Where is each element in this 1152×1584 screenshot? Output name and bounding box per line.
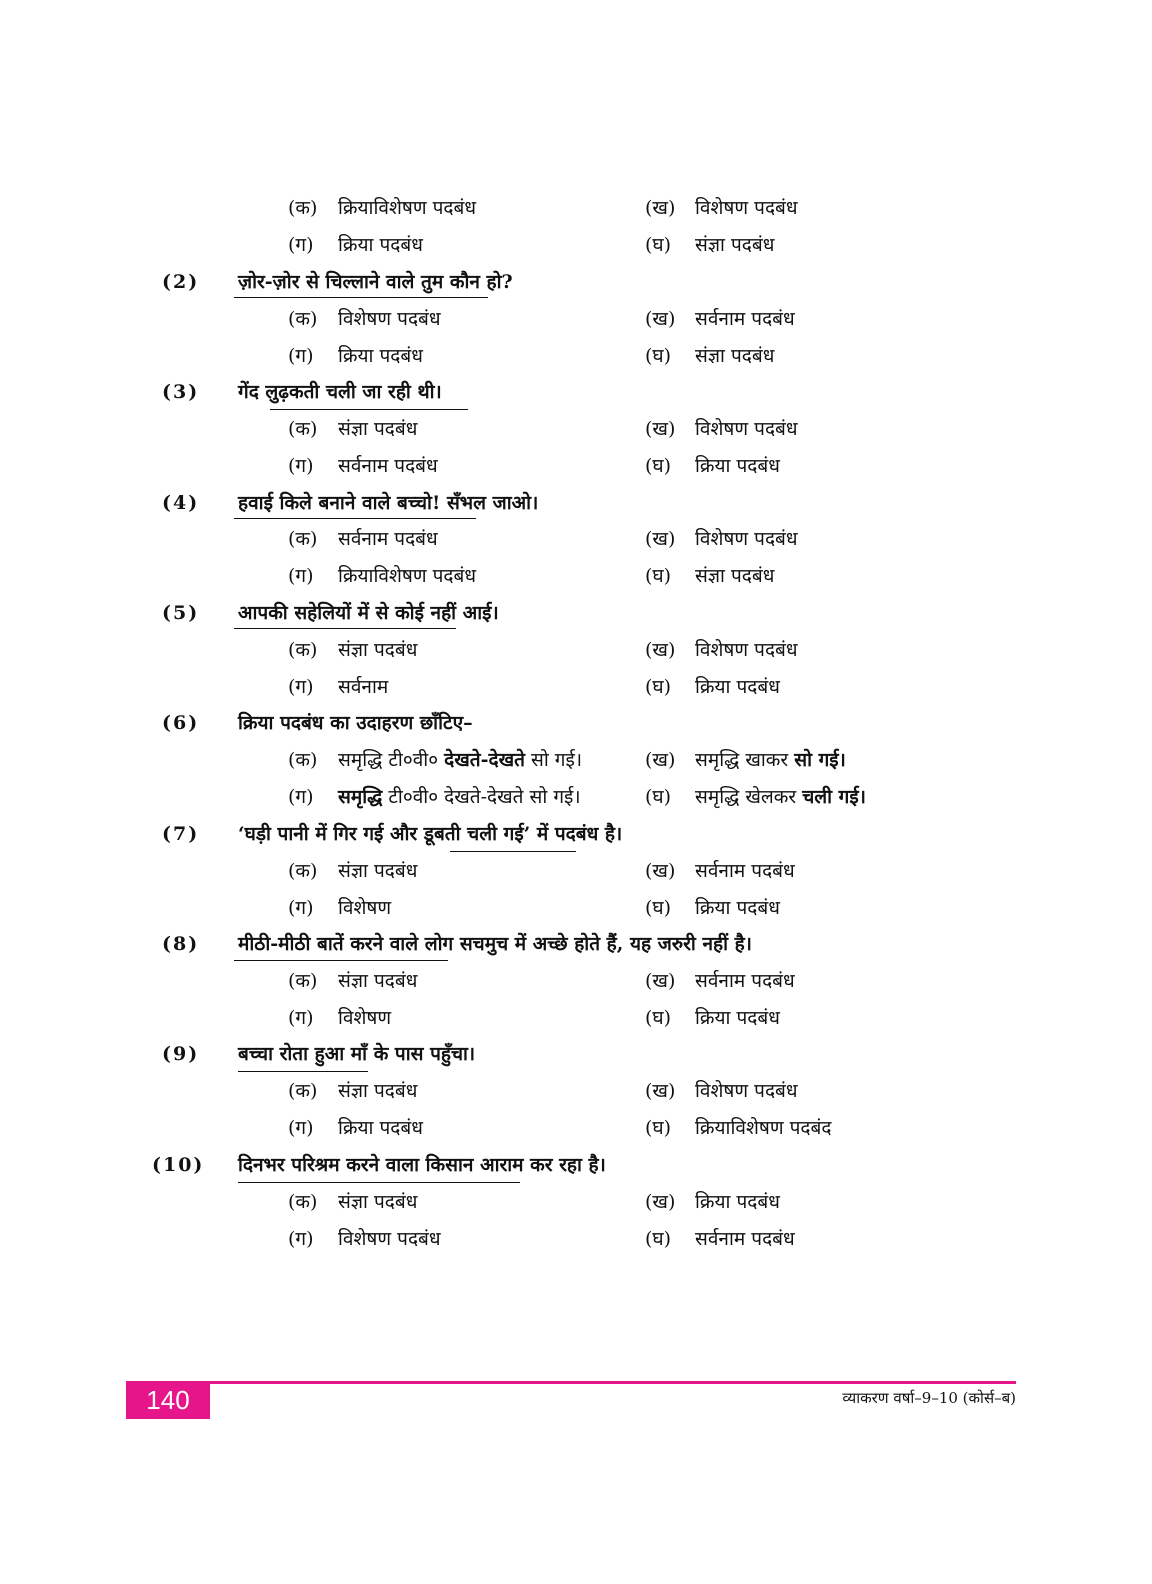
option-text: विशेषण पदबंध <box>695 418 798 440</box>
option-text: संज्ञा पदबंध <box>338 860 418 882</box>
q5-option-a <box>288 632 417 668</box>
option-text: विशेषण <box>338 897 392 919</box>
option-text: क्रिया पदबंध <box>338 234 423 256</box>
q2-option-d <box>645 338 774 374</box>
option-label: (ग) <box>288 786 314 808</box>
option-text: विशेषण पदबंध <box>695 197 798 219</box>
question-text: ज़ोर-ज़ोर से चिल्लाने वाले तुम कौन हो? <box>238 271 513 293</box>
underline <box>234 960 448 961</box>
option-text: संज्ञा पदबंध <box>695 345 775 367</box>
q7-option-c <box>288 890 391 926</box>
option-label: (ख) <box>645 528 676 550</box>
option-label: (ख) <box>645 1080 676 1102</box>
q9-option-c <box>288 1110 423 1146</box>
option-label: (ख) <box>645 639 676 661</box>
q7-option-d <box>645 890 780 926</box>
q4-option-c <box>288 558 476 594</box>
question-text: दिनभर परिश्रम करने वाला किसान आराम कर रहा है। <box>238 1154 606 1176</box>
q9-option-d <box>645 1110 831 1146</box>
question-number: (8) <box>162 933 200 955</box>
option-text: सर्वनाम पदबंध <box>338 455 438 477</box>
option-label: (क) <box>288 639 318 661</box>
option-label: (क) <box>288 1191 318 1213</box>
option-bold-text: देखते-देखते <box>444 749 525 771</box>
q8-option-c <box>288 1000 391 1036</box>
option-label: (ख) <box>645 970 676 992</box>
option-text: क्रिया पदबंध <box>695 676 780 698</box>
q9-option-a <box>288 1073 417 1109</box>
option-label: (ग) <box>288 676 314 698</box>
option-label: (ख) <box>645 860 676 882</box>
option-text: विशेषण पदबंध <box>695 639 798 661</box>
q3-option-c <box>288 448 438 484</box>
question-text: क्रिया पदबंध का उदाहरण छाँटिए– <box>238 712 473 734</box>
option-label: (ग) <box>288 897 314 919</box>
option-label: (क) <box>288 197 318 219</box>
question-text: बच्चा रोता हुआ माँ के पास पहुँचा। <box>238 1043 476 1065</box>
q1-option-c <box>288 227 423 263</box>
option-text: विशेषण पदबंध <box>695 528 798 550</box>
option-label: (ग) <box>288 345 314 367</box>
option-label: (क) <box>288 308 318 330</box>
option-label: (घ) <box>645 1007 672 1029</box>
option-text: क्रिया पदबंध <box>338 1117 423 1139</box>
option-text: क्रिया पदबंध <box>695 897 780 919</box>
option-label: (घ) <box>645 676 672 698</box>
option-text: संज्ञा पदबंध <box>695 565 775 587</box>
question-number: (7) <box>162 823 200 845</box>
q3-option-b <box>645 411 798 447</box>
question-text: ‘घड़ी पानी में गिर गई और डूबती चली गई’ में पदबंध है। <box>238 823 623 845</box>
option-label: (ख) <box>645 197 676 219</box>
option-text: टी०वी० देखते-देखते सो गई। <box>382 786 581 808</box>
q1-option-d <box>645 227 774 263</box>
q5-option-c <box>288 669 388 705</box>
question-text: गेंद लुढ़कती चली जा रही थी। <box>238 381 442 403</box>
question-number: (6) <box>162 712 200 734</box>
option-label: (क) <box>288 1080 318 1102</box>
question-number: (3) <box>162 381 200 403</box>
book-title: व्याकरण वर्षा–9–10 (कोर्स–ब) <box>842 1389 1016 1407</box>
option-label: (ग) <box>288 565 314 587</box>
option-text: सो गई। <box>524 749 583 771</box>
option-text: सर्वनाम <box>338 676 389 698</box>
q8-option-a <box>288 963 417 999</box>
option-label: (ख) <box>645 749 676 771</box>
option-label: (ख) <box>645 418 676 440</box>
option-label: (ग) <box>288 234 314 256</box>
option-label: (ग) <box>288 1007 314 1029</box>
option-label: (क) <box>288 418 318 440</box>
option-label: (घ) <box>645 1117 672 1139</box>
q7-option-b <box>645 853 795 889</box>
option-text: सर्वनाम पदबंध <box>695 1228 795 1250</box>
question-text: हवाई किले बनाने वाले बच्चो! सँभल जाओ। <box>238 492 539 514</box>
option-text: सर्वनाम पदबंध <box>695 860 795 882</box>
option-bold-text: चली गई। <box>802 786 866 808</box>
q1-option-b <box>645 190 798 226</box>
q5-option-d <box>645 669 780 705</box>
option-text: क्रियाविशेषण पदबंद <box>695 1117 832 1139</box>
underline <box>238 1071 368 1072</box>
option-text: संज्ञा पदबंध <box>695 234 775 256</box>
underline <box>238 1182 520 1183</box>
question-number: (10) <box>152 1154 205 1176</box>
option-text: सर्वनाम पदबंध <box>338 528 438 550</box>
option-label: (घ) <box>645 455 672 477</box>
option-text: संज्ञा पदबंध <box>338 970 418 992</box>
option-bold-text: समृद्धि <box>338 786 383 808</box>
page-number: 140 <box>126 1381 210 1419</box>
q5-option-b <box>645 632 798 668</box>
question-text: मीठी-मीठी बातें करने वाले लोग सचमुच में अच्छे होते हैं, यह जरुरी नहीं है। <box>238 933 752 955</box>
option-text: क्रिया पदबंध <box>338 345 423 367</box>
option-text: क्रिया पदबंध <box>695 1007 780 1029</box>
option-text: क्रियाविशेषण पदबंध <box>338 565 477 587</box>
q10-option-a <box>288 1184 417 1220</box>
option-text: विशेषण पदबंध <box>338 308 441 330</box>
q6-option-a <box>288 742 582 778</box>
q6-option-d <box>645 779 866 815</box>
option-text: समृद्धि खाकर <box>695 749 795 771</box>
option-text: क्रिया पदबंध <box>695 455 780 477</box>
q10-option-b <box>645 1184 780 1220</box>
q10-option-c <box>288 1221 441 1257</box>
option-label: (क) <box>288 528 318 550</box>
q2-option-c <box>288 338 423 374</box>
option-text: समृद्धि खेलकर <box>695 786 803 808</box>
q2-option-a <box>288 301 441 337</box>
question-text: आपकी सहेलियों में से कोई नहीं आई। <box>238 602 499 624</box>
underline <box>450 851 576 852</box>
option-label: (ख) <box>645 308 676 330</box>
option-text: संज्ञा पदबंध <box>338 639 418 661</box>
option-label: (घ) <box>645 234 672 256</box>
q4-option-b <box>645 521 798 557</box>
q8-option-d <box>645 1000 780 1036</box>
q10-option-d <box>645 1221 795 1257</box>
q4-option-d <box>645 558 774 594</box>
q3-option-a <box>288 411 417 447</box>
option-label: (ग) <box>288 1117 314 1139</box>
option-label: (क) <box>288 749 318 771</box>
q6-option-c <box>288 779 581 815</box>
option-label: (ग) <box>288 1228 314 1250</box>
option-label: (क) <box>288 860 318 882</box>
option-text: क्रिया पदबंध <box>695 1191 780 1213</box>
option-label: (घ) <box>645 1228 672 1250</box>
q4-option-a <box>288 521 438 557</box>
q7-option-a <box>288 853 417 889</box>
question-number: (2) <box>162 271 200 293</box>
option-bold-text: सो गई। <box>794 749 846 771</box>
option-text: सर्वनाम पदबंध <box>695 970 795 992</box>
option-text: विशेषण पदबंध <box>338 1228 441 1250</box>
q8-option-b <box>645 963 795 999</box>
q9-option-b <box>645 1073 798 1109</box>
option-text: समृद्धि टी०वी० <box>338 749 445 771</box>
option-label: (ख) <box>645 1191 676 1213</box>
option-text: सर्वनाम पदबंध <box>695 308 795 330</box>
option-label: (क) <box>288 970 318 992</box>
question-number: (4) <box>162 492 200 514</box>
option-text: विशेषण <box>338 1007 392 1029</box>
option-text: संज्ञा पदबंध <box>338 1191 418 1213</box>
option-label: (घ) <box>645 565 672 587</box>
question-number: (5) <box>162 602 200 624</box>
option-label: (घ) <box>645 897 672 919</box>
option-label: (घ) <box>645 786 672 808</box>
underline <box>270 409 468 410</box>
option-label: (घ) <box>645 345 672 367</box>
q2-option-b <box>645 301 795 337</box>
option-text: संज्ञा पदबंध <box>338 418 418 440</box>
option-text: संज्ञा पदबंध <box>338 1080 418 1102</box>
question-number: (9) <box>162 1043 200 1065</box>
option-text: क्रियाविशेषण पदबंध <box>338 197 477 219</box>
underline <box>234 297 488 298</box>
underline <box>234 518 476 519</box>
q3-option-d <box>645 448 780 484</box>
option-text: विशेषण पदबंध <box>695 1080 798 1102</box>
q6-option-b <box>645 742 846 778</box>
q1-option-a <box>288 190 476 226</box>
option-label: (ग) <box>288 455 314 477</box>
underline <box>234 628 456 629</box>
